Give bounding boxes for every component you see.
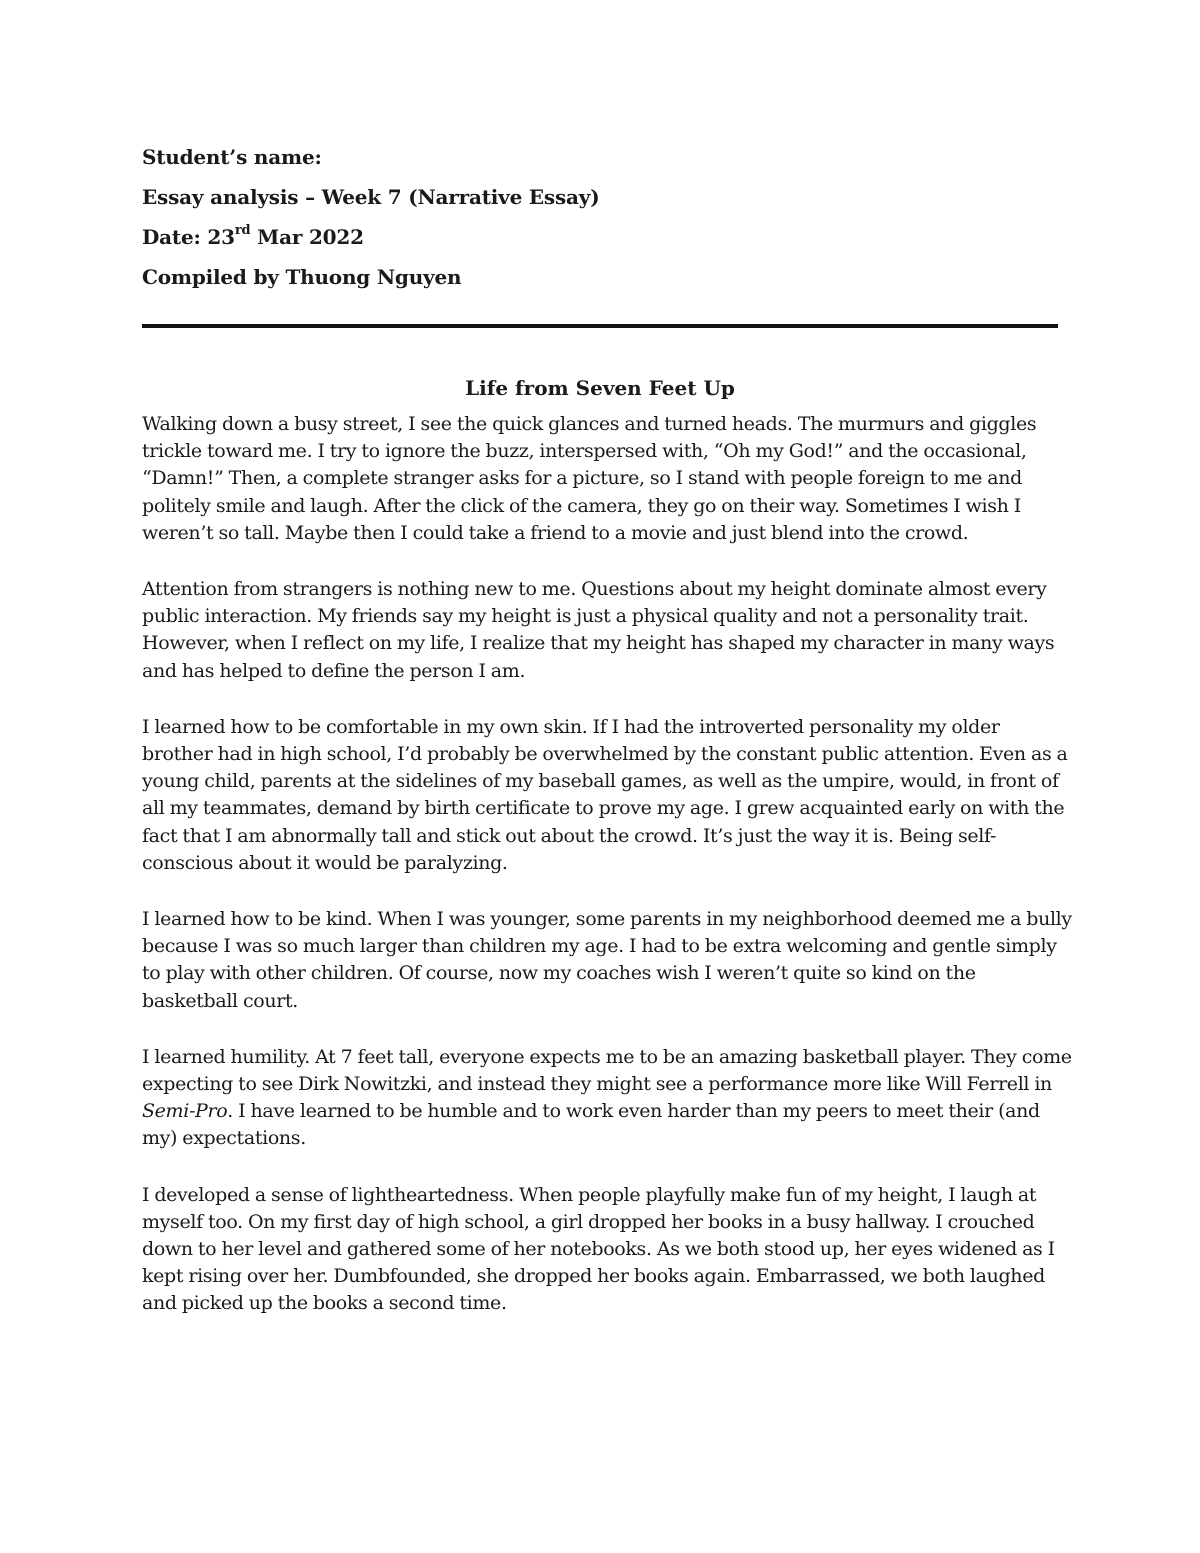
compiled-by-line: Compiled by Thuong Nguyen: [142, 265, 462, 289]
essay-paragraph-3: I learned how to be comfortable in my own skin. If I had the introverted personality my older brother had in high school, I’d probably be overwhelmed by the constant public attention. Even as a young child, parents at the sidelines of my baseball games, as well as the umpire, would, in front of all my teammates, demand by birth certificate to prove my age. I grew acquainted early on with the fact that I am abnormally tall and stick out about the crowd. It’s just the way it is. Being self-conscious about it would be paralyzing.: [142, 715, 1068, 874]
essay-paragraph-4: I learned how to be kind. When I was younger, some parents in my neighborhood deemed me a bully because I was so much larger than children my age. I had to be extra welcoming and gentle simply to play with other children. Of course, now my coaches wish I weren’t quite so kind on the basketball court.: [142, 908, 1072, 1012]
date-suffix: Mar 2022: [250, 225, 364, 249]
essay-body: [142, 411, 1072, 1347]
paragraph-5-text-before: I learned humility. At 7 feet tall, everyone expects me to be an amazing basketball player. They come expecting to see Dirk Nowitzki, and instead they might see a performance more like Will Ferrell in: [142, 1045, 1072, 1096]
date-line: [142, 223, 1062, 251]
student-name-label: Student’s name:: [142, 145, 322, 169]
essay-title: Life from Seven Feet Up: [465, 376, 735, 400]
document-header: [142, 143, 1062, 303]
horizontal-divider: [142, 324, 1058, 328]
essay-paragraph-1: Walking down a busy street, I see the quick glances and turned heads. The murmurs and giggles trickle toward me. I try to ignore the buzz, interspersed with, “Oh my God!” and the occasional, “Damn!” Then, a complete stranger asks for a picture, so I stand with people foreign to me and politely smile and laugh. After the click of the camera, they go on their way. Sometimes I wish I weren’t so tall. Maybe then I could take a friend to a movie and just blend into the crowd.: [142, 413, 1037, 544]
movie-title-italic: Semi-Pro: [142, 1100, 228, 1123]
essay-analysis-line: Essay analysis – Week 7 (Narrative Essay): [142, 185, 600, 209]
essay-paragraph-5: [142, 1044, 1072, 1153]
essay-paragraph-2: Attention from strangers is nothing new to me. Questions about my height dominate almost every public interaction. My friends say my height is just a physical quality and not a personality trait. However, when I reflect on my life, I realize that my height has shaped my character in many ways and has helped to define the person I am.: [142, 578, 1055, 682]
date-prefix: Date: 23: [142, 225, 235, 249]
essay-paragraph-6: I developed a sense of lightheartedness. When people playfully make fun of my height, I laugh at myself too. On my first day of high school, a girl dropped her books in a busy hallway. I crouched down to her level and gathered some of her notebooks. As we both stood up, her eyes widened as I kept rising over her. Dumbfounded, she dropped her books again. Embarrassed, we both laughed and picked up the books a second time.: [142, 1183, 1055, 1315]
date-ordinal-suffix: rd: [234, 223, 251, 239]
paragraph-5-text-after: . I have learned to be humble and to work even harder than my peers to meet their (and my) expectations.: [142, 1100, 1040, 1150]
